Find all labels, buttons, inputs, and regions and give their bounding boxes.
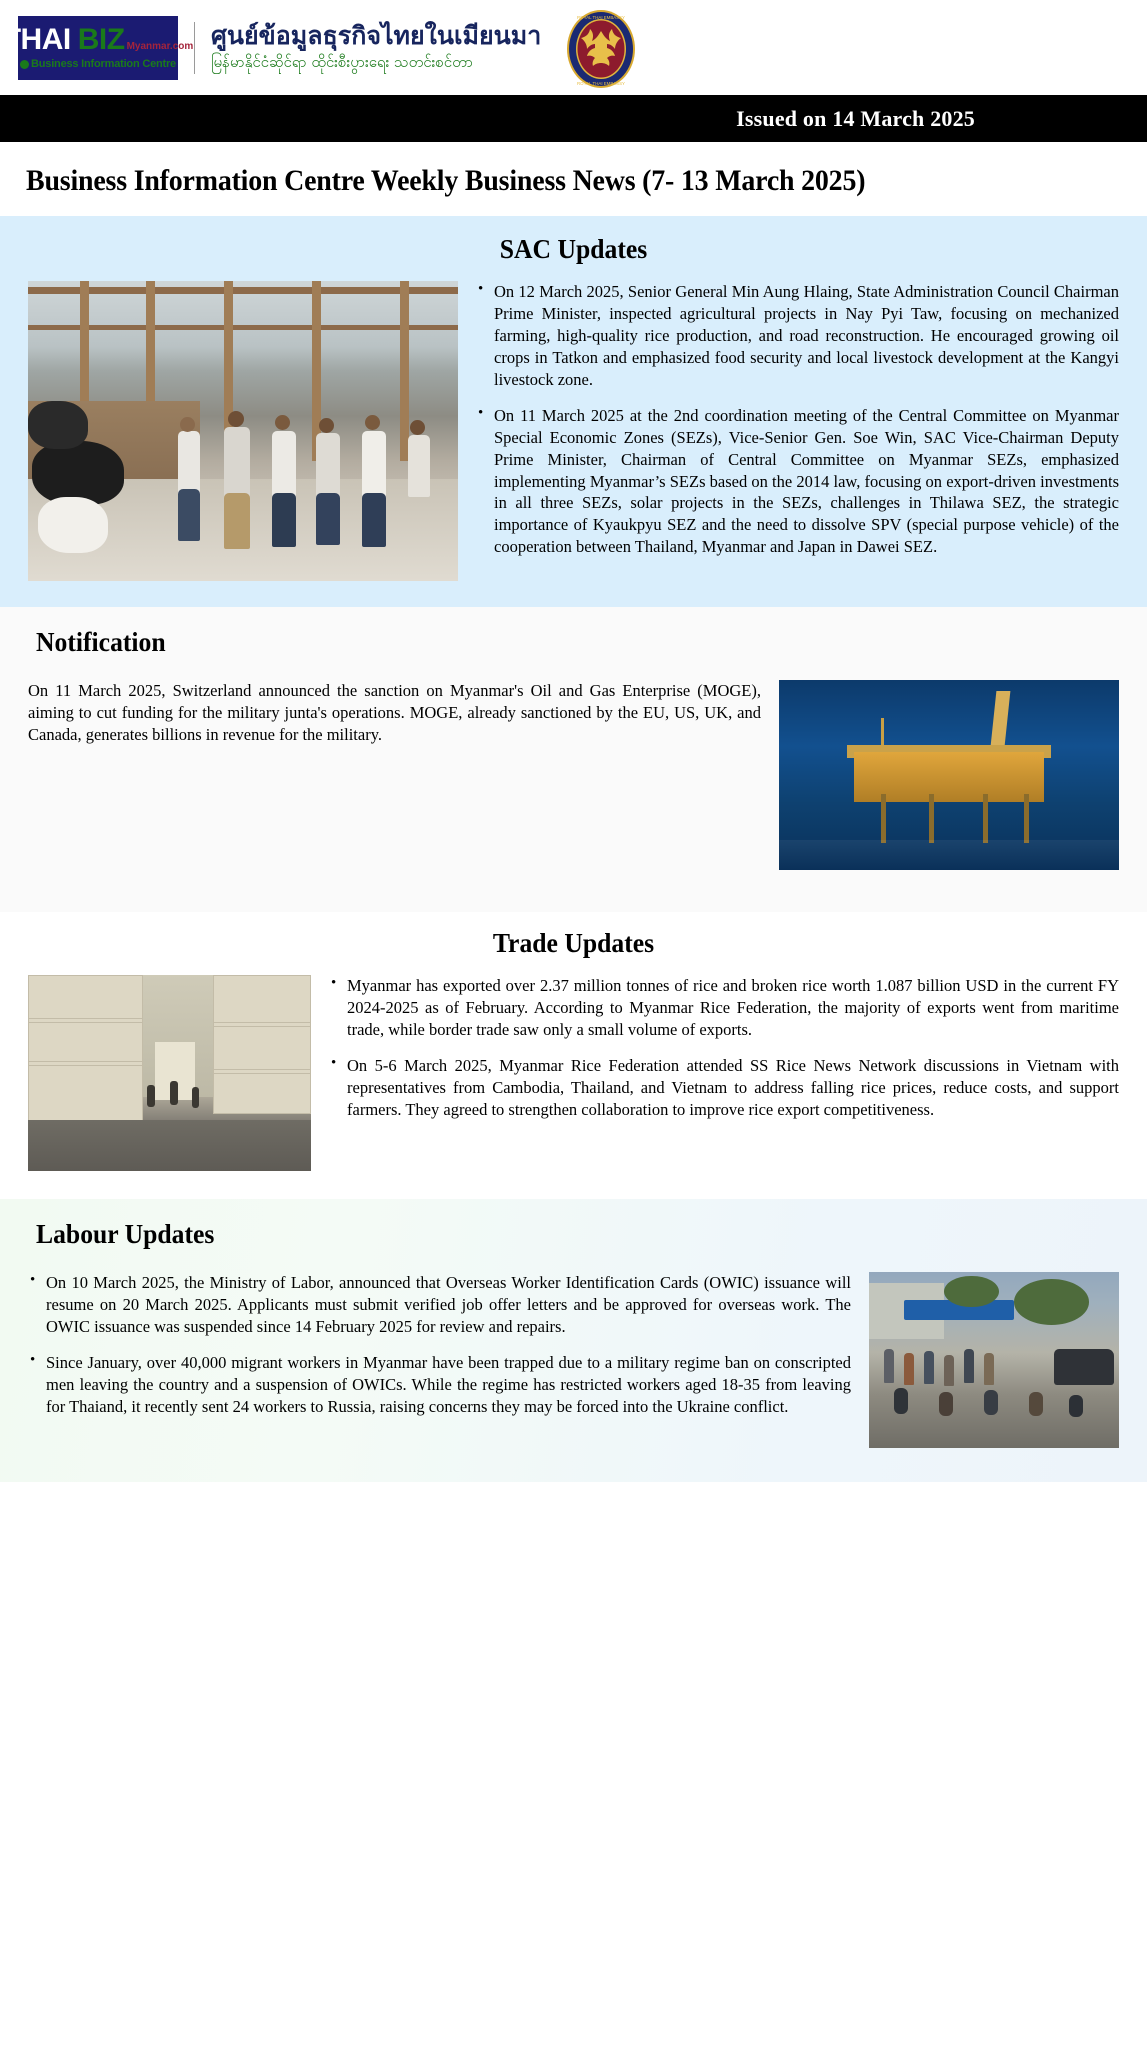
logo-thai-text: THAI xyxy=(2,23,71,56)
offshore-gas-platform-photo xyxy=(779,680,1119,870)
rice-warehouse-photo xyxy=(28,975,311,1171)
list-item: • On 5-6 March 2025, Myanmar Rice Federation attended SS Rice News Network discussions in Vietnam with representatives from Cambodia, Thailand, and Vietnam to address falling rice prices, reduce costs, and support farmers. They agreed to strengthen collaboration to improve rice export competitiveness. xyxy=(329,1055,1119,1121)
sac-bullet-list xyxy=(476,281,1119,558)
list-item: • On 11 March 2025 at the 2nd coordination meeting of the Central Committee on Myanmar Special Economic Zones (SEZs), Vice-Senior Gen. Soe Win, SAC Vice-Chairman Deputy Prime Minister, Chairman of Central Committee on Myanmar SEZs, emphasized implementing Myanmar’s SEZs based on the 2014 law, focusing on export-driven investments in all three SEZs, solar projects in the SEZs, challenges in Thilawa SEZ, the strategic importance of Kyaukpyu SEZ and the need to dissolve SPV (special purpose vehicle) of the cooperation between Thailand, Myanmar and Japan in Dawei SEZ. xyxy=(476,405,1119,559)
svg-text:ROYAL THAI EMBASSY: ROYAL THAI EMBASSY xyxy=(577,15,625,20)
section-labour-updates xyxy=(0,1199,1147,1482)
logo-tagline: Business Information Centre xyxy=(31,58,176,70)
royal-thai-embassy-seal-icon xyxy=(565,9,637,89)
svg-text:ROYAL THAI EMBASSY: ROYAL THAI EMBASSY xyxy=(577,81,625,86)
logo-myanmar-com-text: Myanmar.com xyxy=(126,41,194,52)
section-title-labour: Labour Updates xyxy=(36,1219,215,1249)
list-item: • On 12 March 2025, Senior General Min Aung Hlaing, State Administration Council Chairman Prime Minister, inspected agricultural projects in Nay Pyi Taw, focusing on mechanized farming, high-quality rice production, and road reconstruction. He encouraged growing oil crops in Tatkon and emphasized food security and local livestock development at the Kangyi livestock zone. xyxy=(476,281,1119,391)
logo-burmese-script-line: မြန်မာနိုင်ငံဆိုင်ရာ ထိုင်းစီးပွားရေး သတင်းစင်တာ xyxy=(211,53,473,72)
section-title-sac: SAC Updates xyxy=(499,234,648,264)
cattle-farm-inspection-photo xyxy=(28,281,458,581)
labour-bullet-list xyxy=(28,1272,851,1418)
section-title-notification: Notification xyxy=(36,627,166,657)
masthead xyxy=(0,0,1147,95)
list-item: • On 10 March 2025, the Ministry of Labor, announced that Overseas Worker Identification Cards (OWIC) issuance will resume on 20 March 2025. Applicants must submit verified job offer letters and be approved for overseas work. The OWIC issuance was suspended since 14 February 2025 for review and repairs. xyxy=(28,1272,851,1338)
thaibiz-logo-mark xyxy=(2,16,194,80)
list-item: • Since January, over 40,000 migrant workers in Myanmar have been trapped due to a military regime ban on conscripted men leaving the country and a suspension of OWICs. While the regime has restricted workers aged 18-35 from leaving for Thaiand, it recently sent 24 workers to Russia, raising concerns they may be forced into the Ukraine conflict. xyxy=(28,1352,851,1418)
logo-dot-icon xyxy=(20,60,29,69)
migrant-workers-crowd-photo xyxy=(869,1272,1119,1448)
notification-paragraph: On 11 March 2025, Switzerland announced the sanction on Myanmar's Oil and Gas Enterprise (MOGE), aiming to cut funding for the military junta's operations. MOGE, already sanctioned by the EU, US, UK, and Canada, generates billions in revenue for the military. xyxy=(28,681,761,744)
trade-bullet-list xyxy=(329,975,1119,1121)
logo-divider xyxy=(194,22,195,74)
thaibiz-logo[interactable] xyxy=(2,16,542,80)
issued-banner xyxy=(0,95,1147,142)
logo-biz-text: BIZ xyxy=(77,23,125,56)
section-sac-updates xyxy=(0,216,1147,607)
list-item: • Myanmar has exported over 2.37 million tonnes of rice and broken rice worth 1.087 billion USD in the current FY 2024-2025 as of February. According to Myanmar Rice Federation, the majority of exports went from maritime trade, while border trade saw only a small volume of exports. xyxy=(329,975,1119,1041)
section-trade-updates xyxy=(0,912,1147,1199)
issued-date-label: Issued on 14 March 2025 xyxy=(736,105,975,131)
page-title: Business Information Centre Weekly Business News (7- 13 March 2025) xyxy=(26,164,866,197)
logo-thai-script-line: ศูนย์ข้อมูลธุรกิจไทยในเมียนมา xyxy=(211,21,542,51)
section-notification xyxy=(0,607,1147,912)
section-title-trade: Trade Updates xyxy=(492,928,655,958)
